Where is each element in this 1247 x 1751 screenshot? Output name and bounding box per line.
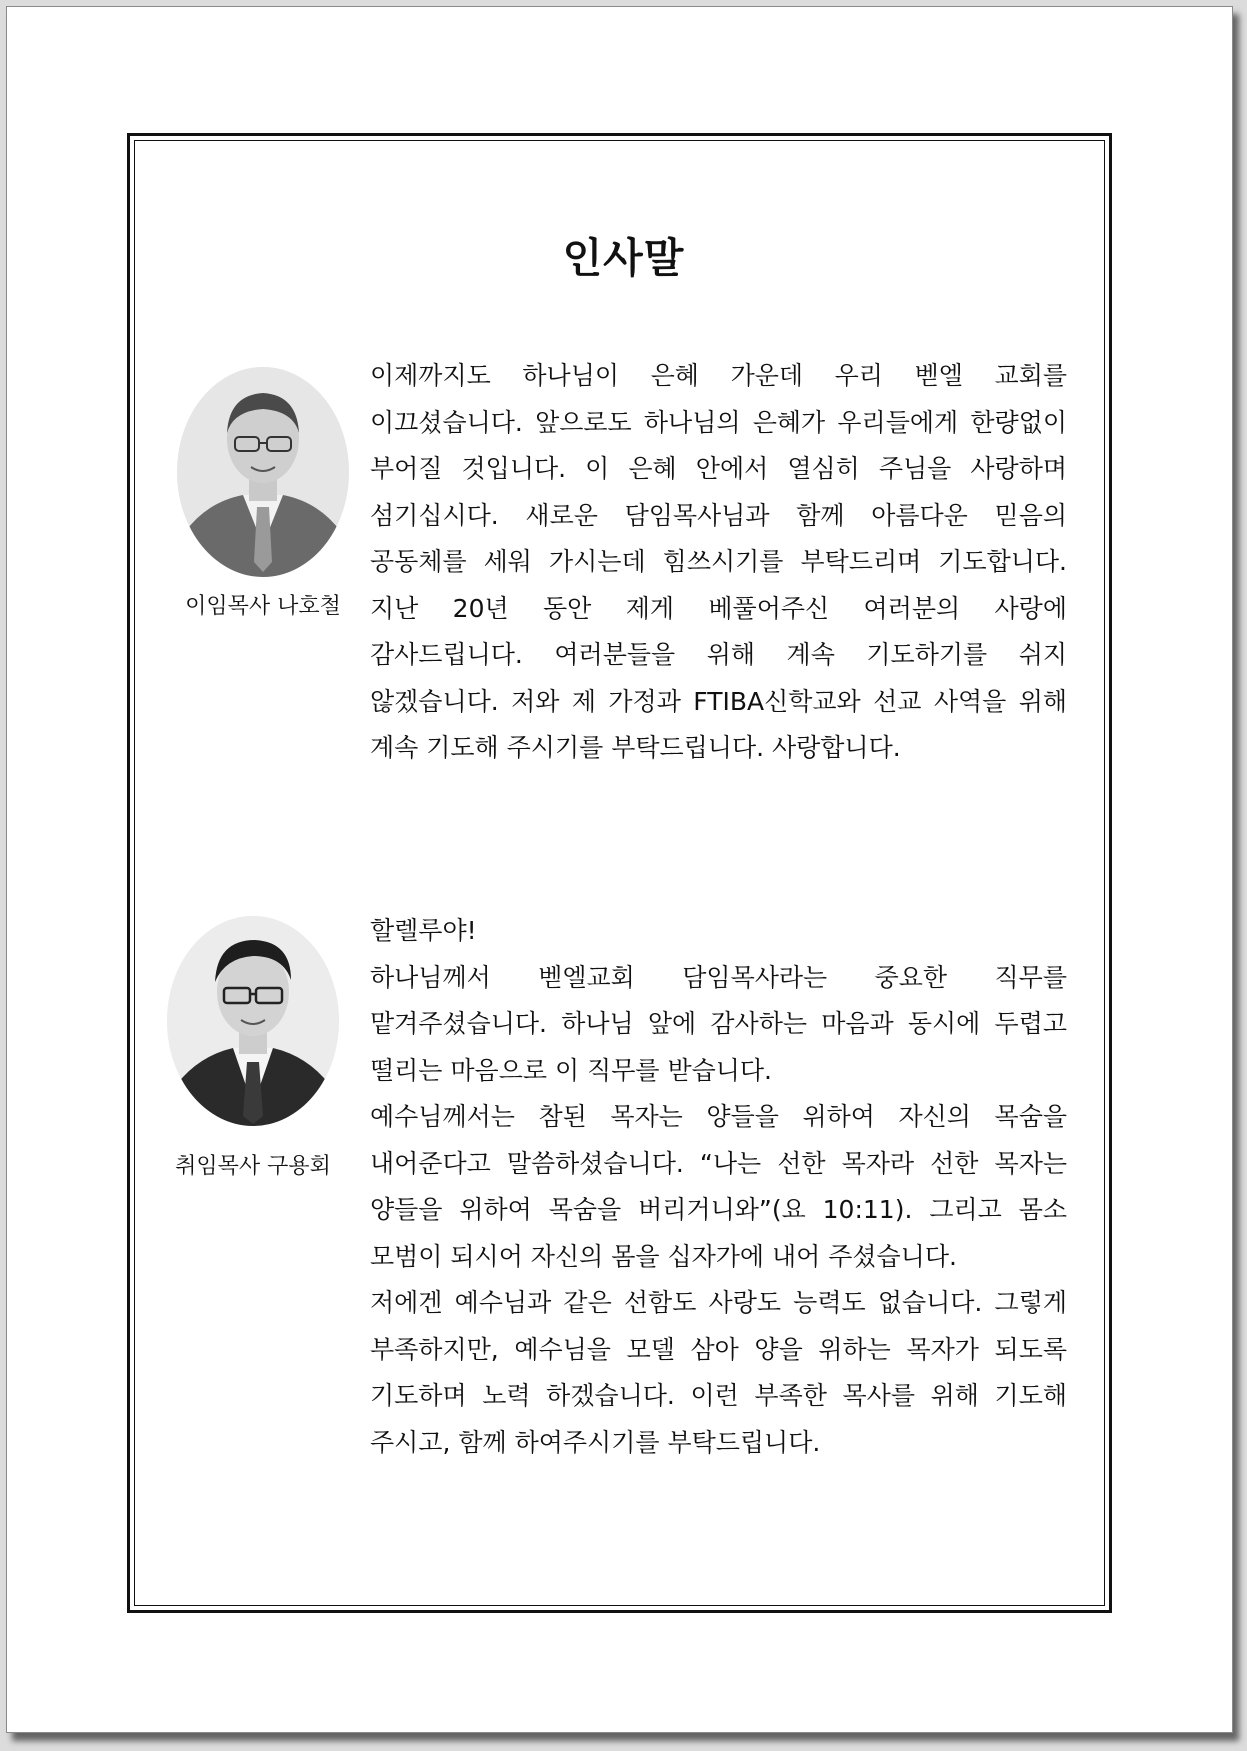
pastor-1-photo <box>177 367 349 577</box>
pastor-2-message <box>370 908 1067 1466</box>
pastor-2-paragraph: 하나님께서 벧엘교회 담임목사라는 중요한 직무를 맡겨주셨습니다. 하나님 앞에 감사하는 마음과 동시에 두렵고 떨리는 마음으로 이 직무를 받습니다. <box>370 962 1067 1085</box>
pastor-2-photo <box>167 916 339 1126</box>
pastor-1-portrait-icon <box>177 367 349 577</box>
pastor-2-paragraph: 예수님께서는 참된 목자는 양들을 위하여 자신의 목숨을 내어준다고 말씀하셨습니다. “나는 선한 목자라 선한 목자는 양들을 위하여 목숨을 버리거니와”(요 10:11). 그리고 몸소 모범이 되시어 자신의 몸을 십자가에 내어 주셨습니다. <box>370 1102 1067 1271</box>
page-title: 인사말 <box>562 234 685 282</box>
pastor-1-caption: 이임목사 나호철 <box>185 594 341 619</box>
pastor-1-message-text: 이제까지도 하나님이 은혜 가운데 우리 벧엘 교회를 이끄셨습니다. 앞으로도 하나님의 은혜가 우리들에게 한량없이 부어질 것입니다. 이 은혜 안에서 열심히 주님을 사랑하며 섬기십시다. 새로운 담임목사님과 함께 아름다운 믿음의 공동체를 세워 가시는데 힘쓰시기를 부탁드리며 기도합니다. 지난 20년 동안 제게 베풀어주신 여러분의 사랑에 감사드립니다. 여러분들을 위해 계속 기도하기를 쉬지 않겠습니다. 저와 제 가정과 FTIBA신학교와 선교 사역을 위해 계속 기도해 주시기를 부탁드립니다. 사랑합니다. <box>370 361 1067 762</box>
pastor-2-paragraph: 저에겐 예수님과 같은 선함도 사랑도 능력도 없습니다. 그렇게 부족하지만, 예수님을 모델 삼아 양을 위하는 목자가 되도록 기도하며 노력 하겠습니다. 이런 부족한 목사를 위해 기도해 주시고, 함께 하여주시기를 부탁드립니다. <box>370 1288 1067 1457</box>
pastor-1-message <box>370 353 1067 772</box>
pastor-2-portrait-icon <box>167 916 339 1126</box>
pastor-2-greeting: 할렐루야! <box>370 916 477 945</box>
pastor-2-caption: 취임목사 구용회 <box>175 1154 331 1179</box>
